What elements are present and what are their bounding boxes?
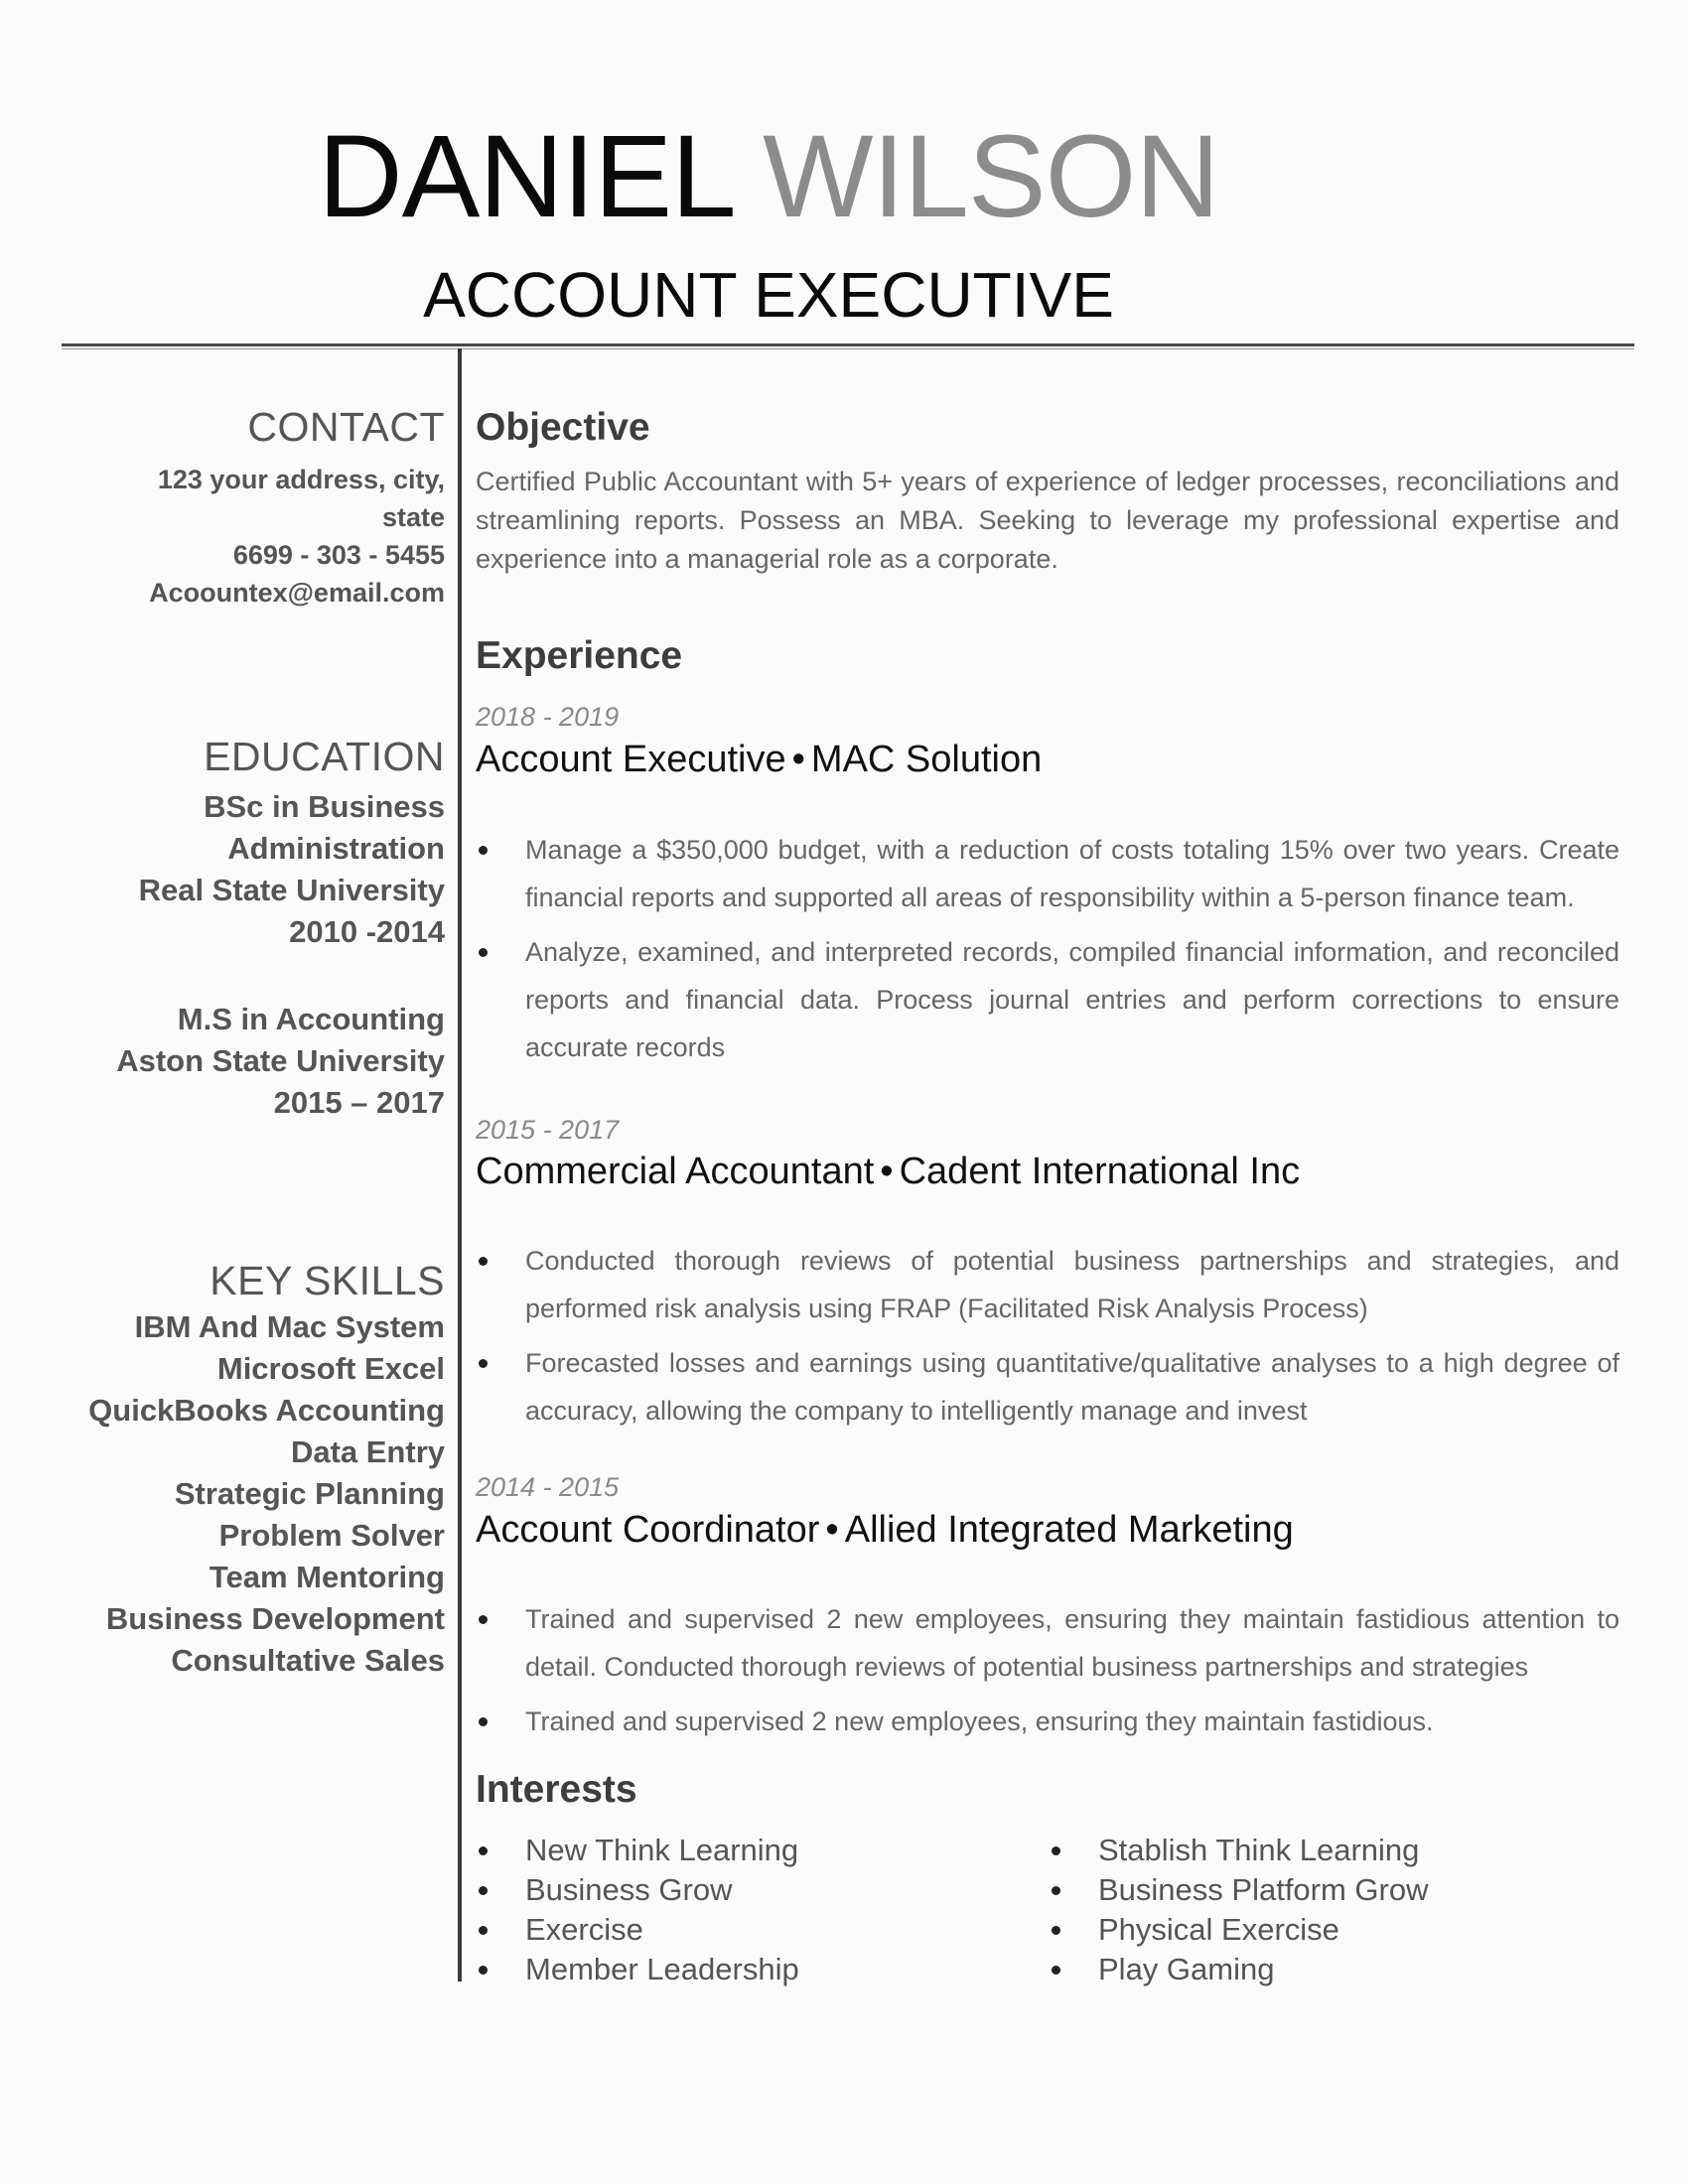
contact-address-line2: state [381, 502, 445, 532]
job-bullet: Forecasted losses and earnings using quantitative/qualitative analyses to a high degree of accuracy, allowing the company to intelligently manage and invest [476, 1339, 1619, 1434]
job-bullet: Conducted thorough reviews of potential business partnerships and strategies, and performed risk analysis using FRAP (Facilitated Risk Analysis Process) [476, 1237, 1619, 1332]
skill-item: Consultative Sales [171, 1643, 445, 1678]
interest-item: Play Gaming [1049, 1950, 1429, 1989]
objective-text: Certified Public Accountant with 5+ years of experience of ledger processes, reconciliations and streamlining reports. Possess an MBA. Seeking to leverage my professional expertise and experience into a managerial role as a corporate. [476, 467, 1619, 574]
job-title: ACCOUNT EXECUTIVE [423, 259, 1114, 331]
job-role: Account Coordinator [476, 1509, 820, 1551]
edu-degree-1a: BSc in Business [204, 789, 445, 824]
skills-section [60, 1257, 445, 1682]
job-bullet: Manage a $350,000 budget, with a reduction of costs totaling 15% over two years. Create financial reports and supported all areas of responsibility within a 5-person finance team. [476, 826, 1619, 921]
interest-item: Business Platform Grow [1049, 1870, 1429, 1910]
edu-years-1: 2010 -2014 [289, 914, 445, 949]
job-bullets [476, 826, 1619, 1078]
contact-email: Acoountex@email.com [149, 578, 445, 608]
interest-item: Member Leadership [476, 1950, 799, 1989]
job-bullets [476, 1595, 1619, 1752]
skills-heading: KEY SKILLS [210, 1258, 445, 1303]
job-role: Account Executive [476, 739, 786, 780]
skill-item: Microsoft Excel [216, 1351, 445, 1386]
interests-list-right [1049, 1831, 1429, 1989]
job-role: Commercial Accountant [476, 1151, 875, 1192]
resume-name [0, 111, 1537, 242]
edu-years-2: 2015 – 2017 [273, 1085, 445, 1120]
skill-item: Strategic Planning [174, 1476, 445, 1511]
skill-item: Data Entry [290, 1434, 445, 1469]
objective-heading: Objective [476, 406, 650, 449]
education-heading: EDUCATION [204, 734, 445, 779]
last-name: WILSON [763, 111, 1219, 242]
contact-phone: 6699 - 303 - 5455 [232, 540, 445, 570]
column-divider [458, 348, 462, 1981]
job-years: 2015 - 2017 [476, 1115, 620, 1145]
job-years: 2018 - 2019 [476, 702, 620, 732]
job-company: Cadent International Inc [899, 1151, 1301, 1192]
education-section [60, 733, 445, 1124]
job-heading [476, 1149, 1300, 1194]
skill-item: QuickBooks Accounting [88, 1393, 445, 1428]
skill-item: Problem Solver [218, 1518, 445, 1553]
interest-item: New Think Learning [476, 1831, 799, 1870]
job-bullet: Analyze, examined, and interpreted records, compiled financial information, and reconciled reports and financial data. Process journal entries and perform corrections to ensure accurate records [476, 928, 1619, 1071]
contact-address-line1: 123 your address, city, [157, 465, 445, 494]
interest-item: Exercise [476, 1910, 799, 1950]
header-divider [62, 343, 1634, 346]
skill-item: IBM And Mac System [134, 1309, 445, 1344]
job-separator: • [825, 1509, 839, 1551]
job-bullets [476, 1237, 1619, 1441]
edu-degree-1b: Administration [227, 831, 445, 866]
job-company: MAC Solution [810, 739, 1043, 780]
job-bullet: Trained and supervised 2 new employees, ensuring they maintain fastidious attention to detail. Conducted thorough reviews of potential business partnerships and strategies [476, 1595, 1619, 1691]
job-bullet: Trained and supervised 2 new employees, ensuring they maintain fastidious. [476, 1698, 1619, 1745]
edu-school-1: Real State University [138, 873, 445, 907]
interests-list-left [476, 1831, 799, 1989]
skill-item: Team Mentoring [209, 1560, 445, 1594]
experience-heading: Experience [476, 634, 683, 677]
first-name: DANIEL [318, 111, 732, 242]
job-company: Allied Integrated Marketing [844, 1509, 1294, 1551]
job-separator: • [880, 1151, 894, 1192]
interest-item: Business Grow [476, 1870, 799, 1910]
interest-item: Physical Exercise [1049, 1910, 1429, 1950]
edu-degree-2: M.S in Accounting [177, 1002, 445, 1036]
contact-heading: CONTACT [247, 404, 445, 450]
job-separator: • [791, 739, 805, 780]
skill-item: Business Development [105, 1601, 445, 1636]
job-heading [476, 737, 1042, 782]
job-years: 2014 - 2015 [476, 1472, 620, 1502]
interest-item: Stablish Think Learning [1049, 1831, 1429, 1870]
job-heading [476, 1507, 1294, 1553]
contact-section [60, 403, 445, 612]
edu-school-2: Aston State University [116, 1043, 445, 1078]
header-divider-thin [62, 348, 1634, 349]
interests-heading: Interests [476, 1768, 637, 1811]
